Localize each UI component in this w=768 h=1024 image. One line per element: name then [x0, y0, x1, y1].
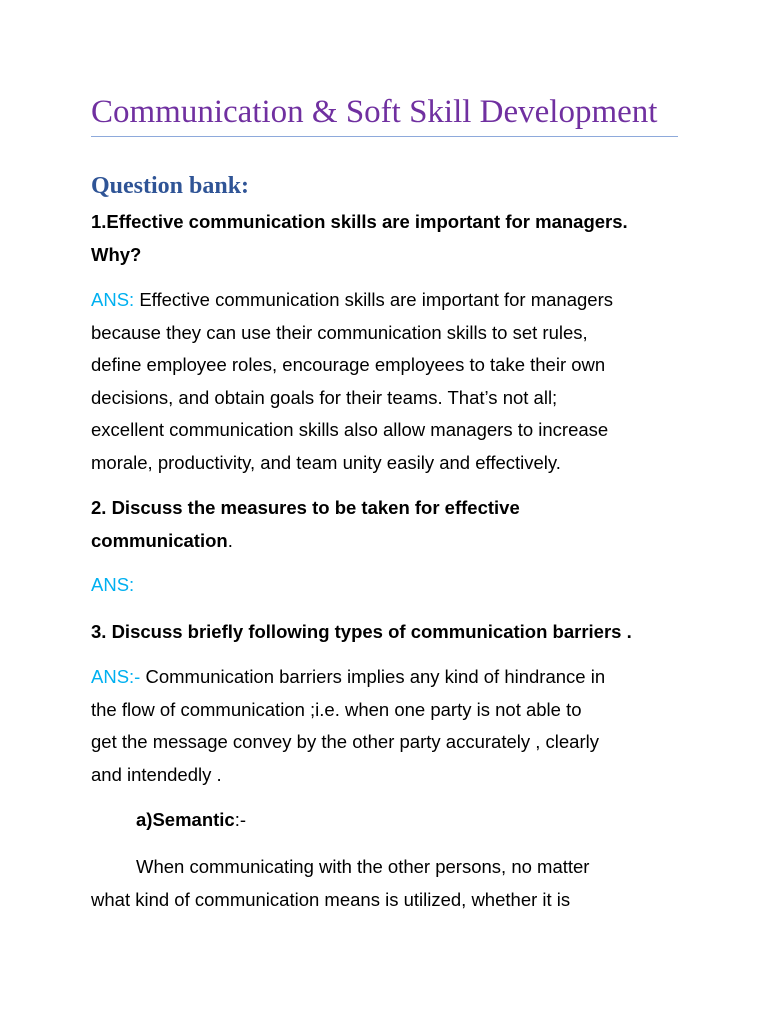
question-3 [91, 616, 691, 649]
question-1-line-1: 1.Effective communication skills are important for managers. [91, 211, 628, 232]
answer-1-label: ANS: [91, 289, 135, 310]
document-title: Communication & Soft Skill Development [91, 94, 658, 130]
question-2 [91, 492, 691, 557]
question-3-text: 3. Discuss briefly following types of communication barriers . [91, 621, 632, 642]
sub-heading-semantic-line [91, 804, 691, 837]
answer-1-first-line-text: Effective communication skills are important for managers [134, 289, 613, 310]
answer-2-label: ANS: [91, 574, 135, 595]
sub-heading-semantic-bold: a)Semantic [136, 809, 235, 830]
answer-3-first-line-text: Communication barriers implies any kind of hindrance in [140, 666, 606, 687]
section-heading: Question bank: [91, 173, 250, 199]
answer-3-label: ANS:- [91, 666, 141, 687]
semantic-paragraph-line-1: When communicating with the other persons, no matter [136, 856, 590, 877]
answer-3 [91, 661, 691, 791]
semantic-paragraph [91, 851, 691, 916]
semantic-paragraph-line-2: what kind of communication means is utilized, whether it is [91, 888, 571, 910]
answer-3-line-1 [91, 661, 691, 694]
question-1 [91, 206, 691, 271]
answer-1-line-5: excellent communication skills also allow managers to increase [91, 419, 609, 440]
sub-heading-semantic-tail: :- [234, 809, 247, 830]
question-1-line-2: Why? [91, 243, 142, 265]
answer-1-line-3: define employee roles, encourage employees to take their own [91, 354, 606, 375]
answer-1-line-2: because they can use their communication skills to set rules, [91, 321, 588, 343]
answer-3-line-2: the flow of communication ;i.e. when one party is not able to [91, 698, 582, 720]
answer-1 [91, 284, 691, 479]
answer-3-line-3: get the message convey by the other party accurately , clearly [91, 731, 599, 752]
sub-heading-semantic [91, 804, 691, 837]
answer-1-line-4: decisions, and obtain goals for their teams. That’s not all; [91, 386, 558, 408]
answer-3-line-4: and intendedly . [91, 763, 222, 785]
answer-2 [91, 569, 691, 602]
answer-1-line-1 [91, 284, 691, 317]
answer-1-line-6: morale, productivity, and team unity easily and effectively. [91, 451, 561, 473]
question-2-line-2 [91, 525, 691, 558]
question-2-line-1: 2. Discuss the measures to be taken for effective [91, 497, 520, 518]
question-2-line-2-tail: . [227, 529, 233, 551]
title-underline-rule [91, 136, 678, 137]
question-2-line-2-bold: communication [91, 529, 228, 551]
